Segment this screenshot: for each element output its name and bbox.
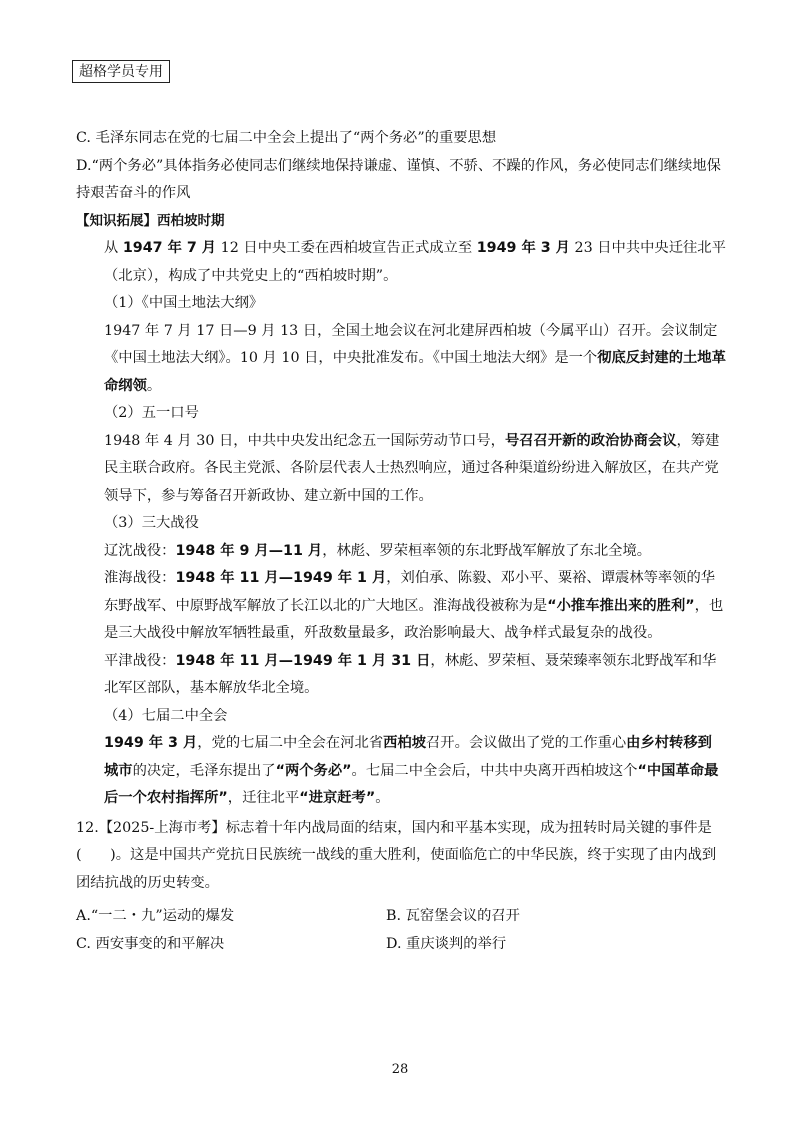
pingjin-paragraph: 平津战役：1948 年 11 月—1949 年 1 月 31 日，林彪、罗荣桓、聂荣臻率领东北野战军和华北军区部队，基本解放华北全境。	[104, 652, 717, 696]
option-c-prev: C. 毛泽东同志在党的七届二中全会上提出了“两个务必”的重要思想	[76, 130, 497, 146]
option-d-prev: D.“两个务必”具体指务必使同志们继续地保持谦虚、谨慎、不骄、不躁的作风，务必使同志们继续地保持艰苦奋斗的作风	[76, 157, 721, 201]
section-1-title: （1）《中国土地法大纲》	[104, 295, 264, 311]
huaihai-paragraph: 淮海战役：1948 年 11 月—1949 年 1 月，刘伯承、陈毅、邓小平、粟裕、谭震林等率领的华东野战军、中原野战军解放了长江以北的广大地区。淮海战役被称为是“小推车推出来的胜利”，也是三大战役中解放军牺牲最重，歼敌数量最多，政治影响最大、战争样式最复杂的战役。	[104, 570, 724, 641]
section-2-paragraph: 1948 年 4 月 30 日，中共中央发出纪念五一国际劳动节口号，号召召开新的政治协商会议，筹建民主联合政府。各民主党派、各阶层代表人士热烈响应，通过各种渠道纷纷进入解放区，在共产党领导下，参与筹备召开新政协、建立新中国的工作。	[104, 432, 720, 504]
section-4-title: （4）七届二中全会	[104, 707, 228, 724]
question-12-options-row-1	[76, 903, 726, 931]
question-12-option-c[interactable]: C. 西安事变的和平解决	[76, 935, 225, 952]
section-4-paragraph: 1949 年 3 月，党的七届二中全会在河北省西柏坡召开。会议做出了党的工作重心由乡村转移到城市的决定，毛泽东提出了“两个务必”。七届二中全会后，中共中央离开西柏坡这个“中国革命最后一个农村指挥所”，迁往北平“进京赶考”。	[104, 735, 719, 806]
page-number: 28	[391, 1062, 409, 1077]
question-12-option-a[interactable]: A.“一二・九”运动的爆发	[76, 908, 235, 924]
question-12-stem: 12.【2025-上海市考】标志着十年内战局面的结束，国内和平基本实现，成为扭转时局关键的事件是( )。这是中国共产党抗日民族统一战线的重大胜利，使面临危亡的中华民族，终于实现了由内战到团结抗战的历史转变。	[76, 819, 717, 891]
section-3-title: （3）三大战役	[104, 515, 199, 531]
liaoshen-paragraph: 辽沈战役：1948 年 9 月—11 月，林彪、罗荣桓率领的东北野战军解放了东北全境。	[104, 542, 652, 559]
usage-stamp: 超格学员专用	[72, 60, 170, 83]
document-body	[76, 125, 726, 958]
knowledge-extension-heading: 【知识拓展】西柏坡时期	[76, 212, 225, 229]
intro-paragraph: 从 1947 年 7 月 12 日中央工委在西柏坡宣告正式成立至 1949 年 3 月 23 日中共中央迁往北平（北京），构成了中共党史上的“西柏坡时期”。	[104, 240, 726, 284]
section-1-paragraph: 1947 年 7 月 17 日—9 月 13 日，全国土地会议在河北建屏西柏坡（今属平山）召开。会议制定《中国土地法大纲》。10 月 10 日，中央批准发布。《中国土地法大纲》是一个彻底反封建的土地革命纲领。	[104, 322, 726, 394]
question-12-option-d[interactable]: D. 重庆谈判的举行	[386, 935, 507, 952]
question-12-option-b[interactable]: B. 瓦窑堡会议的召开	[386, 908, 520, 924]
section-2-title: （2）五一口号	[104, 405, 199, 421]
question-12-options-row-2	[76, 931, 726, 959]
